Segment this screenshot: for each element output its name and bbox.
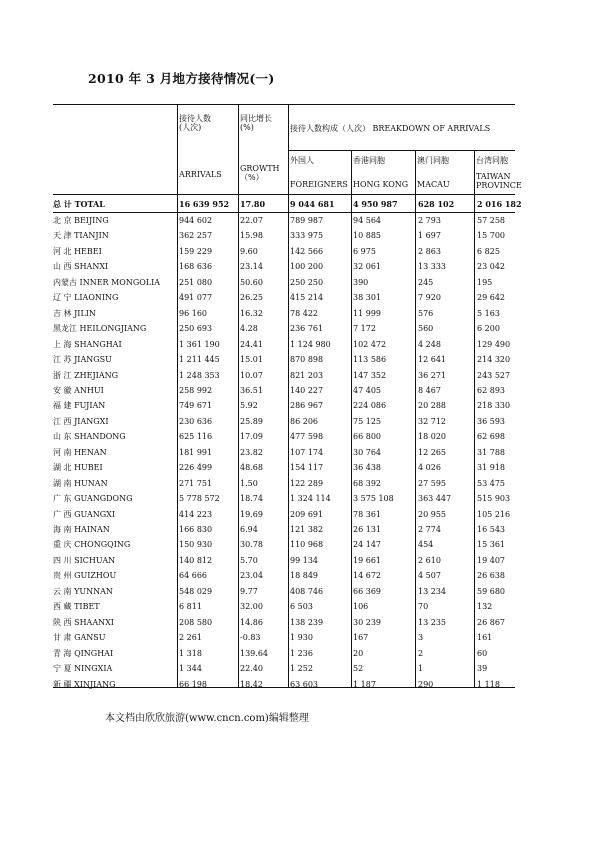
region-name: 江 西 JIANGXI (53, 416, 109, 426)
table-row (53, 275, 515, 291)
header-macau-en: MACAU (417, 180, 450, 189)
region-name: 广 西 GUANGXI (53, 509, 115, 519)
macau-cell: 12 265 (418, 447, 446, 457)
table-row (53, 630, 515, 646)
hong-kong-cell: 32 061 (353, 262, 381, 272)
hong-kong-cell: 167 (353, 633, 369, 643)
growth-cell: 19.69 (240, 509, 263, 519)
table-row (53, 228, 515, 244)
table-row (53, 337, 515, 353)
table-row (53, 522, 515, 538)
header-hk-en: HONG KONG (353, 180, 409, 189)
macau-cell: 2 774 (418, 525, 441, 534)
growth-cell: 10.07 (240, 370, 263, 380)
hong-kong-cell: 390 (353, 277, 369, 287)
hong-kong-cell: 11 999 (353, 308, 381, 318)
foreigners-cell: 100 200 (290, 262, 324, 272)
arrivals-cell: 1 211 445 (179, 355, 220, 365)
taiwan-cell: 62 698 (477, 432, 505, 442)
foreigners-cell: 138 239 (290, 617, 324, 627)
region-name: 黑龙江 HEILONGJIANG (53, 324, 147, 334)
table-row (53, 321, 515, 337)
header-arrivals-en: ARRIVALS (179, 170, 222, 179)
footer-note: 本文档由欣欣旅游(www.cncn.com)编辑整理 (105, 713, 309, 724)
taiwan-cell: 218 330 (477, 401, 511, 411)
foreigners-cell: 1 930 (290, 633, 313, 643)
arrivals-cell: 944 602 (179, 216, 213, 225)
foreigners-cell: 286 967 (290, 401, 324, 411)
macau-cell: 13 235 (418, 617, 446, 627)
hong-kong-cell: 24 147 (353, 540, 381, 550)
growth-cell: 16.32 (240, 308, 263, 318)
hong-kong-cell: 30 764 (353, 447, 381, 457)
hong-kong-cell: 75 125 (353, 416, 381, 426)
arrivals-cell: 66 198 (179, 679, 207, 689)
table-row (53, 213, 515, 229)
header-taiwan-cn: 台湾同胞 (476, 156, 508, 165)
growth-cell: 18.42 (240, 679, 263, 689)
table-row (53, 290, 515, 306)
table-row (53, 646, 515, 662)
foreigners-cell: 63 603 (290, 679, 318, 689)
taiwan-cell: 60 (477, 648, 488, 658)
taiwan-cell: 6 825 (477, 246, 500, 256)
region-name: 上 海 SHANGHAI (53, 339, 122, 349)
arrivals-cell: 5 778 572 (179, 494, 220, 504)
foreigners-cell: 870 898 (290, 355, 324, 365)
table-row (53, 568, 515, 584)
growth-cell: 23.04 (240, 571, 263, 581)
taiwan-cell: 6 200 (477, 324, 500, 334)
foreigners-cell: 209 691 (290, 509, 324, 519)
foreigners-cell: 110 968 (290, 540, 324, 550)
region-name: 西 藏 TIBET (53, 602, 100, 612)
growth-cell: 22.40 (240, 664, 263, 674)
table-row (53, 507, 515, 523)
foreigners-cell: 1 236 (290, 648, 313, 658)
hong-kong-cell: 36 438 (353, 463, 381, 473)
hong-kong-cell: 20 (353, 648, 364, 658)
region-name: 河 北 HEBEI (53, 246, 102, 256)
foreigners-cell: 1 252 (290, 664, 313, 674)
region-name: 吉 林 JILIN (53, 308, 96, 318)
macau-cell: 32 712 (418, 416, 446, 426)
arrivals-cell: 2 261 (179, 633, 202, 643)
region-name: 甘 肃 GANSU (53, 633, 106, 643)
taiwan-cell: 16 543 (477, 525, 505, 534)
arrivals-cell: 491 077 (179, 293, 213, 303)
hong-kong-cell: 94 564 (353, 216, 381, 225)
hong-kong-cell: 68 392 (353, 478, 381, 488)
growth-cell: 23.14 (240, 262, 263, 272)
hong-kong-cell: 1 187 (353, 679, 376, 689)
hong-kong-cell: 78 361 (353, 509, 381, 519)
macau-cell: 245 (418, 277, 434, 287)
growth-cell: 22.07 (240, 216, 263, 225)
foreigners-cell: 236 761 (290, 324, 324, 334)
table-top-rule (53, 104, 515, 105)
arrivals-cell: 271 751 (179, 478, 213, 488)
region-name: 湖 南 HUNAN (53, 478, 108, 488)
foreigners-cell: 78 422 (290, 308, 318, 318)
growth-cell: 17.80 (240, 199, 266, 209)
macau-cell: 560 (418, 324, 434, 334)
hong-kong-cell: 7 172 (353, 324, 376, 334)
taiwan-cell: 243 527 (477, 370, 511, 380)
growth-cell: 23.82 (240, 447, 263, 457)
arrivals-cell: 258 992 (179, 385, 213, 395)
macau-cell: 4 248 (418, 339, 441, 349)
macau-cell: 8 467 (418, 385, 441, 395)
header-breakdown: 接待人数构成（人次） BREAKDOWN OF ARRIVALS (290, 124, 491, 133)
foreigners-cell: 107 174 (290, 447, 324, 457)
hong-kong-cell: 106 (353, 602, 369, 612)
foreigners-cell: 789 987 (290, 216, 324, 225)
macau-cell: 12 641 (418, 355, 446, 365)
foreigners-cell: 1 124 980 (290, 339, 331, 349)
table-row (53, 491, 515, 507)
hong-kong-cell: 224 086 (353, 401, 387, 411)
macau-cell: 70 (418, 602, 429, 612)
hong-kong-cell: 38 301 (353, 293, 381, 303)
header-macau-cn: 澳门同胞 (417, 156, 449, 165)
table-row (53, 244, 515, 260)
foreigners-cell: 415 214 (290, 293, 324, 303)
macau-cell: 1 (418, 664, 424, 674)
table-row (53, 368, 515, 384)
table-row (53, 661, 515, 677)
arrivals-cell: 226 499 (179, 463, 213, 473)
taiwan-cell: 39 (477, 664, 488, 674)
growth-cell: 4.28 (240, 324, 258, 334)
header-arrivals-cn: 接待人数 (人次) (179, 114, 211, 132)
taiwan-cell: 105 216 (477, 509, 511, 519)
growth-cell: 5.92 (240, 401, 258, 411)
macau-cell: 20 955 (418, 509, 446, 519)
table-row (53, 599, 515, 615)
macau-cell: 20 288 (418, 401, 446, 411)
macau-cell: 1 697 (418, 231, 441, 241)
header-bottom-rule (53, 194, 515, 195)
table-row (53, 445, 515, 461)
arrivals-cell: 166 830 (179, 525, 213, 534)
region-name: 山 东 SHANDONG (53, 432, 126, 442)
macau-cell: 2 793 (418, 216, 441, 225)
arrivals-cell: 140 812 (179, 555, 213, 565)
header-hk-cn: 香港同胞 (353, 156, 385, 165)
table-row (53, 677, 515, 693)
taiwan-cell: 161 (477, 633, 493, 643)
region-name: 天 津 TIANJIN (53, 231, 109, 241)
table-row (53, 352, 515, 368)
region-name: 江 苏 JIANGSU (53, 355, 112, 365)
region-name: 总 计 TOTAL (53, 199, 105, 209)
macau-cell: 13 333 (418, 262, 446, 272)
table-row (53, 429, 515, 445)
region-name: 辽 宁 LIAONING (53, 293, 119, 303)
taiwan-cell: 29 642 (477, 293, 505, 303)
arrivals-cell: 150 930 (179, 540, 213, 550)
growth-cell: 6.94 (240, 525, 258, 534)
hong-kong-cell: 47 405 (353, 385, 381, 395)
region-name: 四 川 SICHUAN (53, 555, 116, 565)
growth-cell: 24.41 (240, 339, 263, 349)
table-row (53, 398, 515, 414)
arrivals-cell: 159 229 (179, 246, 213, 256)
region-name: 北 京 BEIJING (53, 216, 109, 225)
table-row (53, 584, 515, 600)
arrivals-cell: 96 160 (179, 308, 207, 318)
macau-cell: 4 507 (418, 571, 441, 581)
subheader-rule (288, 150, 515, 151)
foreigners-cell: 333 975 (290, 231, 324, 241)
region-name: 云 南 YUNNAN (53, 586, 113, 596)
foreigners-cell: 99 134 (290, 555, 318, 565)
growth-cell: 48.68 (240, 463, 263, 473)
taiwan-cell: 53 475 (477, 478, 505, 488)
growth-cell: 17.09 (240, 432, 263, 442)
foreigners-cell: 154 117 (290, 463, 324, 473)
arrivals-cell: 625 116 (179, 432, 213, 442)
taiwan-cell: 31 918 (477, 463, 505, 473)
arrivals-cell: 749 671 (179, 401, 213, 411)
arrivals-cell: 548 029 (179, 586, 213, 596)
taiwan-cell: 36 593 (477, 416, 505, 426)
taiwan-cell: 132 (477, 602, 493, 612)
region-name: 湖 北 HUBEI (53, 463, 103, 473)
macau-cell: 3 (418, 633, 424, 643)
growth-cell: 18.74 (240, 494, 263, 504)
macau-cell: 2 863 (418, 246, 441, 256)
taiwan-cell: 2 016 182 (477, 199, 522, 209)
macau-cell: 628 102 (418, 199, 455, 209)
arrivals-cell: 250 693 (179, 324, 213, 334)
macau-cell: 7 920 (418, 293, 441, 303)
region-name: 新 疆 XINJIANG (53, 679, 116, 689)
region-name: 内蒙古 INNER MONGOLIA (53, 277, 161, 287)
hong-kong-cell: 66 369 (353, 586, 381, 596)
header-taiwan-en: TAIWAN PROVINCE (476, 172, 522, 190)
table-row (53, 615, 515, 631)
arrivals-cell: 230 636 (179, 416, 213, 426)
foreigners-cell: 86 206 (290, 416, 318, 426)
arrivals-cell: 6 811 (179, 602, 202, 612)
region-name: 福 建 FUJIAN (53, 401, 106, 411)
taiwan-cell: 23 042 (477, 262, 505, 272)
region-name: 青 海 QINGHAI (53, 648, 114, 658)
arrivals-cell: 16 639 952 (179, 199, 230, 209)
arrivals-cell: 168 636 (179, 262, 213, 272)
growth-cell: 36.51 (240, 385, 263, 395)
arrivals-cell: 414 223 (179, 509, 213, 519)
foreigners-cell: 250 250 (290, 277, 324, 287)
taiwan-cell: 31 788 (477, 447, 505, 457)
table-row-total (53, 196, 522, 212)
hong-kong-cell: 66 800 (353, 432, 381, 442)
arrivals-cell: 251 080 (179, 277, 213, 287)
region-name: 河 南 HENAN (53, 447, 107, 457)
growth-cell: 15.01 (240, 355, 263, 365)
macau-cell: 290 (418, 679, 434, 689)
region-name: 陕 西 SHAANXI (53, 617, 114, 627)
header-growth-en: GROWTH （%） (240, 164, 280, 182)
taiwan-cell: 195 (477, 277, 493, 287)
region-name: 贵 州 GUIZHOU (53, 571, 117, 581)
arrivals-cell: 362 257 (179, 231, 213, 241)
taiwan-cell: 1 118 (477, 679, 500, 689)
table-row (53, 259, 515, 275)
hong-kong-cell: 30 239 (353, 617, 381, 627)
taiwan-cell: 57 258 (477, 216, 505, 225)
hong-kong-cell: 113 586 (353, 355, 387, 365)
table-row (53, 383, 515, 399)
growth-cell: 50.60 (240, 277, 263, 287)
foreigners-cell: 821 203 (290, 370, 324, 380)
hong-kong-cell: 3 575 108 (353, 494, 394, 504)
hong-kong-cell: 102 472 (353, 339, 387, 349)
table-row (53, 553, 515, 569)
arrivals-cell: 1 344 (179, 664, 202, 674)
foreigners-cell: 18 849 (290, 571, 318, 581)
growth-cell: 9.60 (240, 246, 258, 256)
region-name: 重 庆 CHONGQING (53, 540, 131, 550)
foreigners-cell: 1 324 114 (290, 494, 331, 504)
growth-cell: 139.64 (240, 648, 268, 658)
foreigners-cell: 122 289 (290, 478, 324, 488)
growth-cell: 32.00 (240, 602, 263, 612)
macau-cell: 13 234 (418, 586, 446, 596)
hong-kong-cell: 147 352 (353, 370, 387, 380)
taiwan-cell: 129 490 (477, 339, 511, 349)
taiwan-cell: 15 700 (477, 231, 505, 241)
macau-cell: 4 026 (418, 463, 441, 473)
macau-cell: 576 (418, 308, 434, 318)
table-row (53, 476, 515, 492)
arrivals-cell: 1 361 190 (179, 339, 220, 349)
growth-cell: -0.83 (240, 633, 261, 643)
hong-kong-cell: 52 (353, 664, 364, 674)
hong-kong-cell: 6 975 (353, 246, 376, 256)
table-row (53, 537, 515, 553)
growth-cell: 9.77 (240, 586, 258, 596)
foreigners-cell: 408 746 (290, 586, 324, 596)
growth-cell: 15.98 (240, 231, 263, 241)
hong-kong-cell: 19 661 (353, 555, 381, 565)
taiwan-cell: 62 893 (477, 385, 505, 395)
foreigners-cell: 142 566 (290, 246, 324, 256)
taiwan-cell: 26 638 (477, 571, 505, 581)
hong-kong-cell: 26 131 (353, 525, 381, 534)
region-name: 广 东 GUANGDONG (53, 494, 133, 504)
macau-cell: 36 271 (418, 370, 446, 380)
hong-kong-cell: 14 672 (353, 571, 381, 581)
taiwan-cell: 19 407 (477, 555, 505, 565)
arrivals-cell: 208 580 (179, 617, 213, 627)
arrivals-cell: 1 248 353 (179, 370, 220, 380)
taiwan-cell: 59 680 (477, 586, 505, 596)
growth-cell: 14.86 (240, 617, 263, 627)
macau-cell: 2 610 (418, 555, 441, 565)
foreigners-cell: 121 382 (290, 525, 324, 534)
taiwan-cell: 214 320 (477, 355, 511, 365)
macau-cell: 2 (418, 648, 424, 658)
growth-cell: 5.70 (240, 555, 258, 565)
header-foreigners-en: FOREIGNERS (290, 180, 348, 189)
region-name: 宁 夏 NINGXIA (53, 664, 113, 674)
arrivals-cell: 1 318 (179, 648, 202, 658)
growth-cell: 26.25 (240, 293, 263, 303)
foreigners-cell: 9 044 681 (290, 199, 335, 209)
arrivals-cell: 181 991 (179, 447, 213, 457)
table-row (53, 414, 515, 430)
hong-kong-cell: 4 950 987 (353, 199, 398, 209)
region-name: 浙 江 ZHEJIANG (53, 370, 118, 380)
macau-cell: 18 020 (418, 432, 446, 442)
macau-cell: 27 595 (418, 478, 446, 488)
growth-cell: 25.89 (240, 416, 263, 426)
foreigners-cell: 477 598 (290, 432, 324, 442)
macau-cell: 363 447 (418, 494, 452, 504)
region-name: 安 徽 ANHUI (53, 385, 104, 395)
taiwan-cell: 15 361 (477, 540, 505, 550)
header-foreigners-cn: 外国人 (290, 156, 314, 165)
growth-cell: 1.50 (240, 478, 258, 488)
foreigners-cell: 140 227 (290, 385, 324, 395)
region-name: 海 南 HAINAN (53, 525, 110, 534)
growth-cell: 30.78 (240, 540, 263, 550)
taiwan-cell: 5 163 (477, 308, 500, 318)
taiwan-cell: 515 903 (477, 494, 511, 504)
macau-cell: 454 (418, 540, 434, 550)
taiwan-cell: 26 867 (477, 617, 505, 627)
table-row (53, 460, 515, 476)
header-growth-cn: 同比增长 (%) (240, 114, 272, 132)
page-title: 2010 年 3 月地方接待情况(一) (88, 71, 275, 86)
table-row (53, 306, 515, 322)
foreigners-cell: 6 503 (290, 602, 313, 612)
arrivals-cell: 64 666 (179, 571, 207, 581)
region-name: 山 西 SHANXI (53, 262, 109, 272)
hong-kong-cell: 10 885 (353, 231, 381, 241)
